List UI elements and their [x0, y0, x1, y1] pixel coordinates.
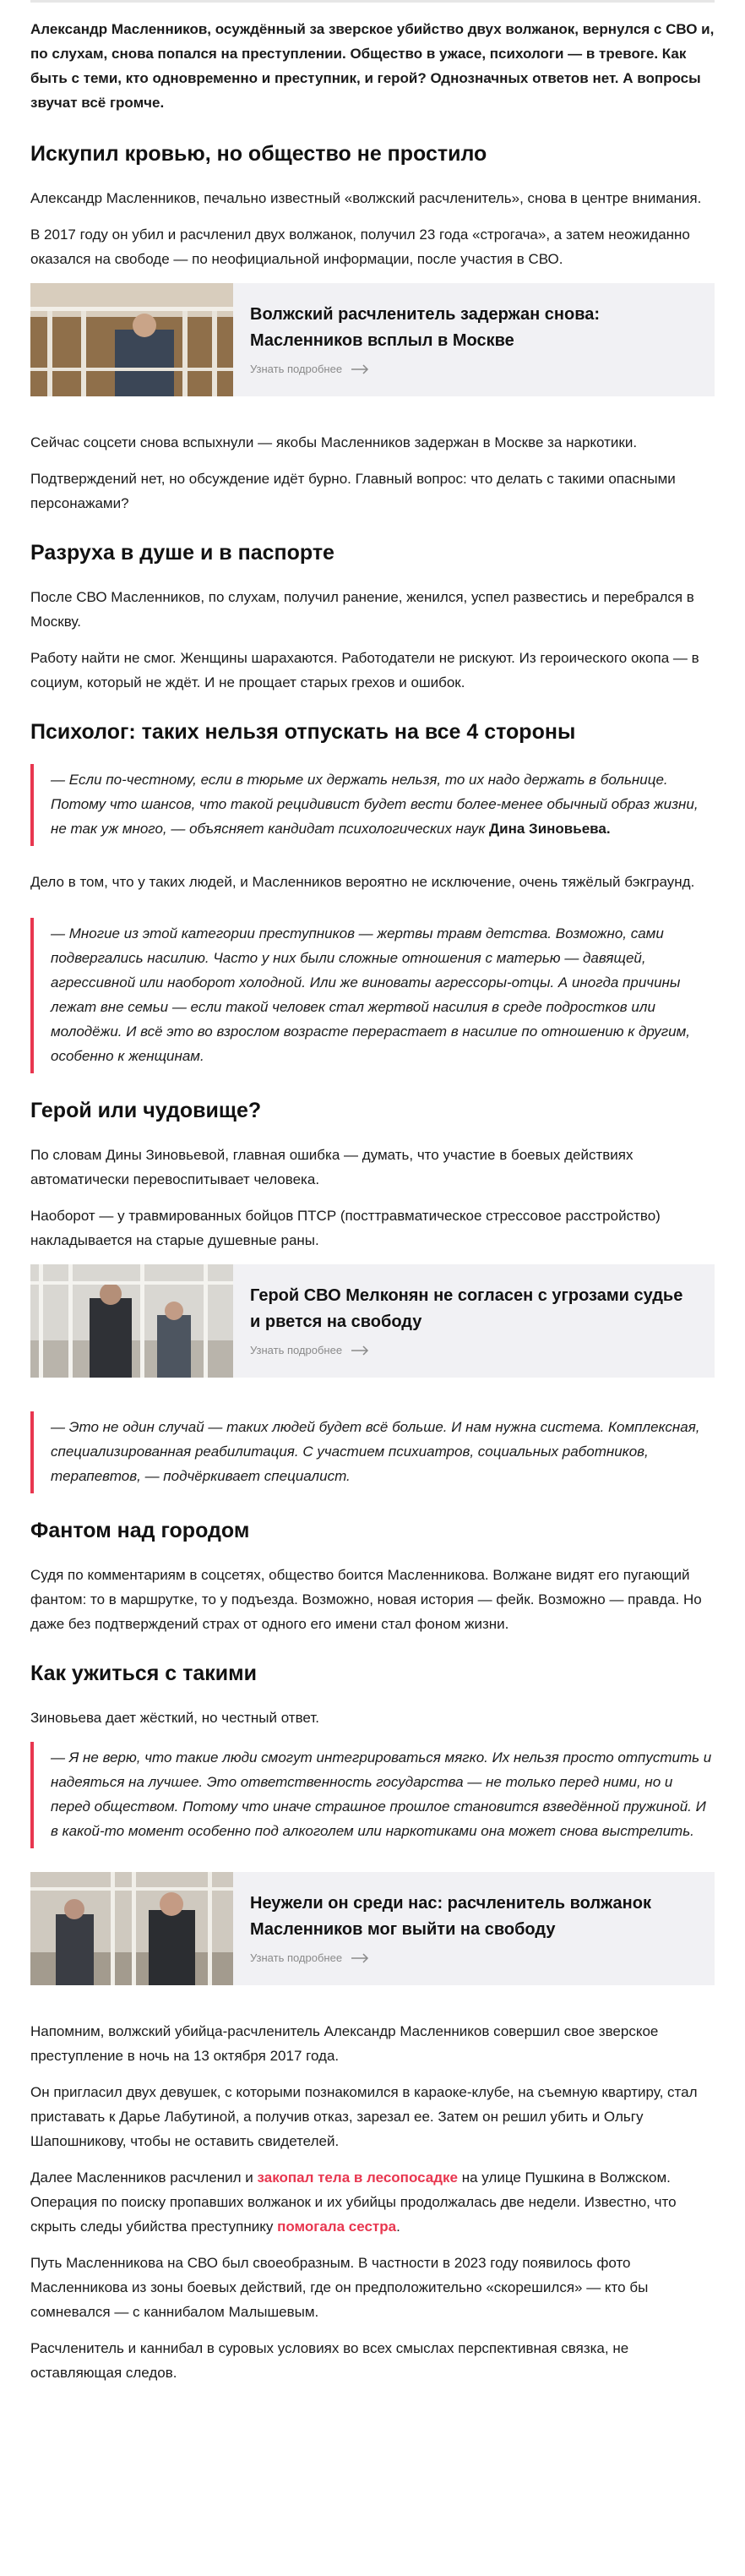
- card-more-label: Узнать подробнее: [250, 1951, 343, 1964]
- related-article-card[interactable]: [30, 1872, 715, 1985]
- paragraph: Путь Масленникова на СВО был своеобразным. В частности в 2023 году появилось фото Масленникова из зоны боевых действий, где он предположительно «скорешился» — кто бы сомневался — с каннибалом Малышевым.: [30, 2255, 649, 2320]
- paragraph: Александр Масленников, печально известный «волжский расчленитель», снова в центре внимания.: [30, 190, 702, 206]
- paragraph: Сейчас соцсети снова вспыхнули — якобы Масленников задержан в Москве за наркотики.: [30, 434, 638, 450]
- quote-text: — Многие из этой категории преступников — жертвы травм детства. Возможно, сами подвергались насилию. Часто у них были сложные отношения с матерью — давящей, агрессивной или наоборот холодной. Или же виноваты агрессоры-отцы. А иногда причины лежат вне семьи — если такой человек стал жертвой насилия в среде подростков или молодёжи. И всё это во взрослом возрасте перерастает в насилие по отношению к другим, особенно к женщинам.: [51, 925, 690, 1064]
- expert-quote: [30, 1742, 715, 1848]
- paragraph: Дело в том, что у таких людей, и Масленников вероятно не исключение, очень тяжёлый бэкграунд.: [30, 874, 695, 890]
- related-article-card[interactable]: [30, 1264, 715, 1378]
- section-heading: Искупил кровью, но общество не простило: [30, 142, 487, 166]
- paragraph: [30, 2165, 715, 2239]
- paragraph: Подтверждений нет, но обсуждение идёт бурно. Главный вопрос: что делать с такими опасными персонажами?: [30, 471, 676, 511]
- card-more-link[interactable]: [250, 1344, 694, 1356]
- paragraph: Напомним, волжский убийца-расчленитель Александр Масленников совершил свое зверское преступление в ночь на 13 октября 2017 года.: [30, 2023, 659, 2064]
- card-more-label: Узнать подробнее: [250, 1344, 343, 1356]
- paragraph: Судя по комментариям в соцсетях, общество боится Масленникова. Волжане видят его пугающий фантом: то в маршрутке, то у подъезда. Возможно, новая история — фейк. Возможно — правда. Но даже без подтверждений страх от одного его имени стал фоном жизни.: [30, 1567, 702, 1632]
- paragraph-text: .: [396, 2219, 400, 2235]
- courtroom-cage-image: [30, 283, 233, 396]
- paragraph-text: Далее Масленников расчленил и: [30, 2169, 258, 2186]
- section-heading: Герой или чудовище?: [30, 1099, 262, 1122]
- card-more-label: Узнать подробнее: [250, 363, 343, 375]
- card-more-link[interactable]: [250, 1951, 694, 1964]
- inline-link-sister[interactable]: помогала сестра: [277, 2219, 397, 2235]
- paragraph: В 2017 году он убил и расчленил двух волжанок, получил 23 года «строгача», а затем неожиданно оказался на свободе — по неофициальной информации, после участия в СВО.: [30, 226, 690, 267]
- card-title[interactable]: Неужели он среди нас: расчленитель волжанок Масленников мог выйти на свободу: [250, 1894, 651, 1939]
- section-heading: Как ужиться с такими: [30, 1662, 258, 1685]
- paragraph: После СВО Масленников, по слухам, получил ранение, женился, успел развестись и перебрался в Москву.: [30, 589, 694, 630]
- courtroom-photo: [30, 1264, 233, 1378]
- section-heading: Психолог: таких нельзя отпускать на все 4 стороны: [30, 720, 576, 744]
- arrow-right-icon: [351, 364, 369, 374]
- section-heading: Фантом над городом: [30, 1519, 250, 1542]
- top-divider: [30, 0, 715, 3]
- card-more-link[interactable]: [250, 363, 694, 375]
- paragraph: Работу найти не смог. Женщины шарахаются. Работодатели не рискуют. Из героического окопа — в социум, который не ждёт. И не прощает старых грехов и ошибок.: [30, 650, 699, 690]
- related-article-card[interactable]: [30, 283, 715, 396]
- paragraph-text: на улице Пушкина в Волжском. Операция по поиску пропавших волжанок и их убийцы продолжалась две недели. Известно, что скрыть следы убийства преступнику: [30, 2169, 677, 2235]
- expert-quote: [30, 764, 715, 846]
- courtroom-cage-image: [30, 1264, 233, 1378]
- arrow-right-icon: [351, 1345, 369, 1356]
- quote-text: — Это не один случай — таких людей будет всё больше. И нам нужна система. Комплексная, специализированная реабилитация. С участием психиатров, социальных работников, терапевтов, — подчёркивает специалист.: [51, 1419, 700, 1484]
- courtroom-cage-image: [30, 1872, 233, 1985]
- paragraph: Наоборот — у травмированных бойцов ПТСР (посттравматическое стрессовое расстройство) накладывается на старые душевные раны.: [30, 1208, 661, 1248]
- paragraph: По словам Дины Зиновьевой, главная ошибка — думать, что участие в боевых действиях автоматически перевоспитывает человека.: [30, 1147, 634, 1187]
- expert-quote: [30, 1411, 715, 1493]
- paragraph: Он пригласил двух девушек, с которыми познакомился в караоке-клубе, на съемную квартиру, стал приставать к Дарье Лабутиной, а получив отказ, зарезал ее. Затем он решил убить и Ольгу Шапошникову, чтобы не оставить свидетелей.: [30, 2084, 698, 2149]
- card-title[interactable]: Герой СВО Мелконян не согласен с угрозами судье и рвется на свободу: [250, 1286, 683, 1331]
- article-lead: Александр Масленников, осуждённый за зверское убийство двух волжанок, вернулся с СВО и, по слухам, снова попался на преступлении. Общество в ужасе, психологи — в тревоге. Как быть с теми, кто одновременно и преступник, и герой? Однозначных ответов нет. А вопросы звучат всё громче.: [30, 21, 715, 111]
- expert-name: Дина Зиновьева.: [489, 821, 611, 837]
- quote-text: — Я не верю, что такие люди смогут интегрироваться мягко. Их нельзя просто отпустить и надеяться на лучшее. Это ответственность государства — не только перед ними, но и перед обществом. Потому что иначе страшное прошлое становится взведённой пружиной. И в какой-то момент особенно под алкоголем или наркотиками она может снова выстрелить.: [51, 1749, 712, 1839]
- quote-text: — Если по-честному, если в тюрьме их держать нельзя, то их надо держать в больнице. Потому что шансов, что такой рецидивист будет вести более-менее обычный образ жизни, не так уж много, — объясняет кандидат психологических наук: [51, 772, 699, 837]
- arrow-right-icon: [351, 1953, 369, 1963]
- article-body: [30, 17, 715, 2397]
- courtroom-photo: [30, 1872, 233, 1985]
- paragraph: Расчленитель и каннибал в суровых условиях во всех смыслах перспективная связка, не оставляющая следов.: [30, 2340, 629, 2381]
- inline-link-burial[interactable]: закопал тела в лесопосадке: [257, 2169, 458, 2186]
- courtroom-photo: [30, 283, 233, 396]
- paragraph: Зиновьева дает жёсткий, но честный ответ.: [30, 1710, 319, 1726]
- card-title[interactable]: Волжский расчленитель задержан снова: Масленников всплыл в Москве: [250, 305, 601, 350]
- section-heading: Разруха в душе и в паспорте: [30, 541, 334, 565]
- expert-quote: [30, 918, 715, 1073]
